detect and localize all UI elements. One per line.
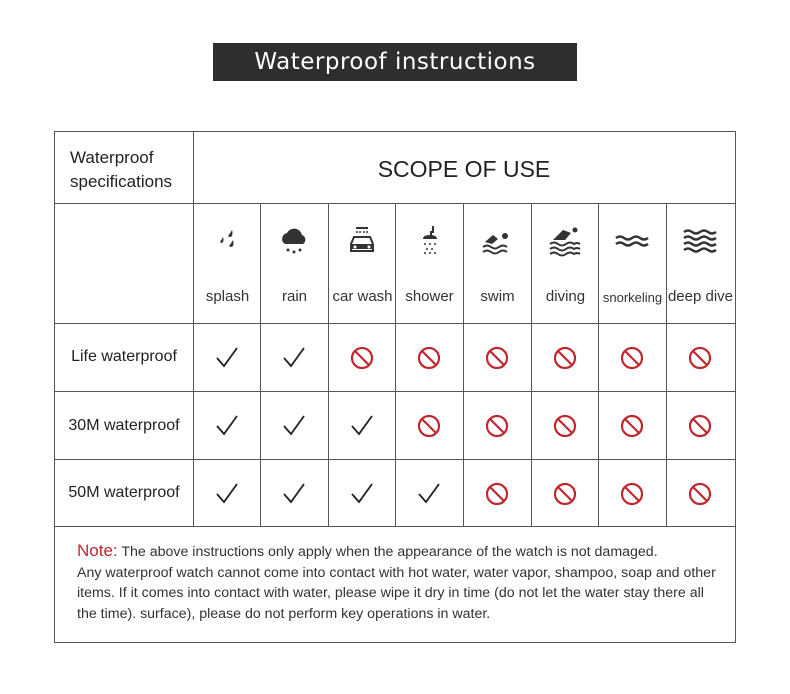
shower-icon xyxy=(396,222,462,262)
note-label: Note: xyxy=(77,541,118,560)
car-wash-icon xyxy=(329,222,395,262)
grid-line xyxy=(193,131,194,527)
spec-header xyxy=(70,146,172,194)
row-label-50m: 50M waterproof xyxy=(68,484,180,501)
column-label-car-wash: car wash xyxy=(332,288,393,305)
banner-title: Waterproof instructions xyxy=(254,49,536,75)
diver-icon xyxy=(532,222,598,262)
splash-icon xyxy=(194,222,260,262)
prohibited-icon xyxy=(619,413,645,439)
check-icon xyxy=(416,481,442,507)
prohibited-icon xyxy=(619,345,645,371)
check-icon xyxy=(281,481,307,507)
row-label-30m: 30M waterproof xyxy=(68,417,180,434)
column-label-deep-dive: deep dive xyxy=(667,288,734,305)
prohibited-icon xyxy=(349,345,375,371)
prohibited-icon xyxy=(552,481,578,507)
prohibited-icon xyxy=(484,345,510,371)
prohibited-icon xyxy=(484,481,510,507)
row-label-life: Life waterproof xyxy=(71,348,177,365)
note-text xyxy=(77,541,727,624)
rain-cloud-icon xyxy=(261,222,327,262)
prohibited-icon xyxy=(484,413,510,439)
prohibited-icon xyxy=(687,345,713,371)
column-label-rain: rain xyxy=(281,288,307,305)
note-body: Any waterproof watch cannot come into contact with hot water, water vapor, shampoo, soap and other items. If it comes into contact with water, please wipe it dry in time (do not let the water stay there all the time). surface), please do not perform key operations in water. xyxy=(77,564,716,622)
prohibited-icon xyxy=(416,413,442,439)
column-label-swim: swim xyxy=(480,288,515,305)
check-icon xyxy=(349,413,375,439)
prohibited-icon xyxy=(687,481,713,507)
spec-header-line: specifications xyxy=(70,172,173,191)
column-label-shower: shower xyxy=(405,288,454,305)
check-icon xyxy=(281,345,307,371)
deep-waves-icon xyxy=(667,222,733,262)
scope-header: SCOPE OF USE xyxy=(377,156,551,182)
title-banner xyxy=(213,43,577,81)
prohibited-icon xyxy=(552,345,578,371)
check-icon xyxy=(281,413,307,439)
note-first-line: The above instructions only apply when the appearance of the watch is not damaged. xyxy=(117,544,658,560)
waves-icon xyxy=(599,222,665,262)
column-label-snorkeling: snorkeling xyxy=(602,290,663,305)
check-icon xyxy=(214,413,240,439)
prohibited-icon xyxy=(619,481,645,507)
swimmer-icon xyxy=(464,222,530,262)
check-icon xyxy=(349,481,375,507)
column-label-diving: diving xyxy=(545,288,586,305)
check-icon xyxy=(214,481,240,507)
prohibited-icon xyxy=(687,413,713,439)
column-label-splash: splash xyxy=(205,288,250,305)
prohibited-icon xyxy=(552,413,578,439)
prohibited-icon xyxy=(416,345,442,371)
check-icon xyxy=(214,345,240,371)
spec-header-line: Waterproof xyxy=(70,148,154,167)
